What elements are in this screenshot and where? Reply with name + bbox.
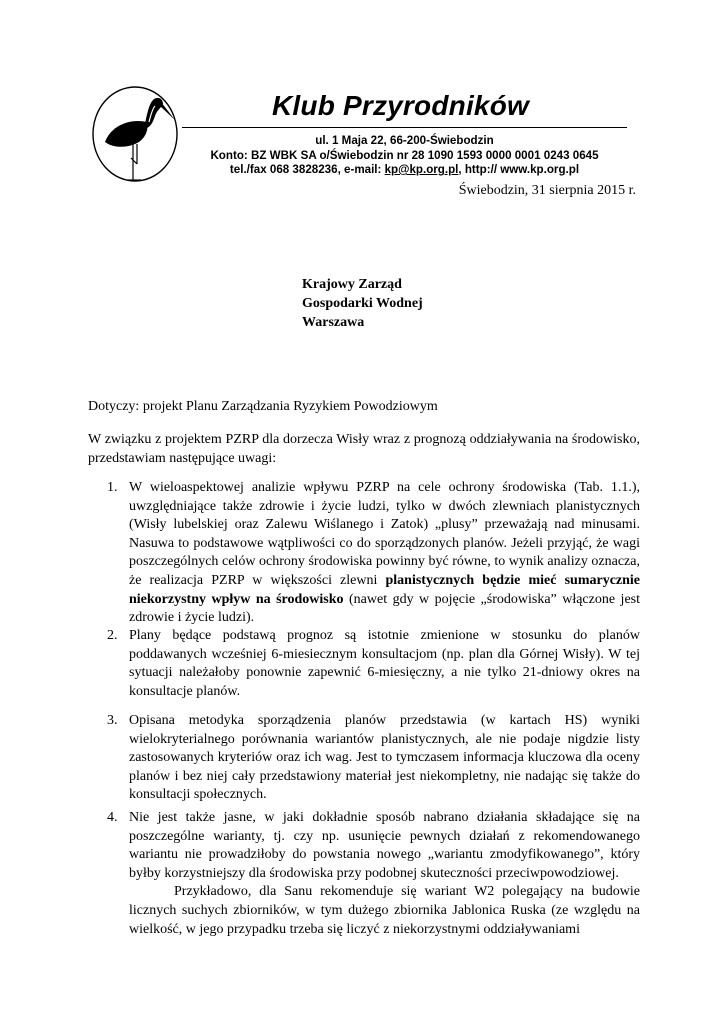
item-body <box>129 479 640 628</box>
email-link[interactable]: kp@kp.org.pl <box>384 163 459 176</box>
bank-account: Konto: BZ WBK SA o/Świebodzin nr 28 1090 1593 0000 0001 0243 0645 <box>210 149 599 162</box>
item-body <box>129 712 640 805</box>
letter-intro: W związku z projektem PZRP dla dorzecza Wisły wraz z prognozą oddziaływania na środowisko, przedstawiam następujące uwagi: <box>88 432 640 466</box>
organization-address: ul. 1 Maja 22, 66-200-Świebodzin <box>315 134 494 147</box>
contact-prefix: tel./fax 068 3828236, e-mail: <box>229 163 385 176</box>
list-item <box>88 712 640 805</box>
item-body <box>129 627 640 701</box>
item-number: 1. <box>107 480 118 495</box>
item-body <box>129 809 640 939</box>
recipient-line: Warszawa <box>302 315 365 330</box>
letter-date: Świebodzin, 31 sierpnia 2015 r. <box>458 183 636 198</box>
recipient-block <box>302 275 423 332</box>
item-text-bold: planistycznych będzie mieć sumarycznie niekorzystny wpływ na środowisko <box>129 572 641 607</box>
stork-icon <box>91 86 181 186</box>
list-item <box>88 479 640 628</box>
item-text: (nawet gdy w pojęcie „środowiska” włączone jest zdrowie i życie ludzi). <box>129 591 640 626</box>
item-text: W wieloaspektowej analizie wpływu PZRP na cele ochrony środowiska (Tab. 1.1.), uwzględniające także zdrowie i życie ludzi, tylko w dwóch zlewniach planistycznych (Wisły lubelskiej oraz Zalewu Wiślanego i Zatok) „plusy” przeważają nad minusami. Nasuwa to podstawowe wątpliwości co do sporządzonych planów. Jeżeli przyjąć, że wagi poszczególnych celów ochrony środowiska powinny być równe, to wynik analizy oznacza, że realizacja PZRP w większości zlewni <box>129 480 640 588</box>
item-text: Plany będące podstawą prognoz są istotnie zmienione w stosunku do planów poddawanych wcześniej 6-miesiecznym konsultacjom (np. plan dla Górnej Wisły). W tej sytuacji należałoby ponownie zapewnić 6-miesięczny, a nie tylko 21-dniowy okres na konsultacje planów. <box>129 628 640 699</box>
recipient-line: Gospodarki Wodnej <box>302 296 423 311</box>
item-text: Nie jest także jasne, w jaki dokładnie sposób nabrano działania składające się na poszczególne warianty, tj. czy np. usunięcie pewnych działań z rekomendowanego wariantu nie prowadziłoby do powstania nowego „wariantu zmodyfikowanego”, który byłby korzystniejszy dla środowiska przy podobnej skuteczności przeciwpowodziowej. <box>129 810 640 881</box>
contact-line <box>182 163 627 176</box>
item-text: Opisana metodyka sporządzenia planów przedstawia (w kartach HS) wyniki wielokryterialnego porównania wariantów planistycznych, ale nie podaje nigdzie listy zastosowanych kryteriów oraz ich wag. Jest to tymczasem informacja kluczowa dla oceny planów i bez niej cały przedstawiony materiał jest niekompletny, nie nadając się także do konsultacji społecznych. <box>129 713 640 803</box>
item-text-continued: Przykładowo, dla Sanu rekomenduje się wariant W2 polegający na budowie licznych suchych zbiorników, w tym dużego zbiornika Jablonica Ruska (ze względu na wielkość, w jego przypadku trzeba się liczyć z niekorzystnymi oddziaływaniami <box>129 884 640 937</box>
header-divider <box>182 127 627 128</box>
item-number: 4. <box>107 810 118 825</box>
item-number: 2. <box>107 628 118 643</box>
contact-suffix: , http:// www.kp.org.pl <box>458 163 580 176</box>
list-item <box>88 809 640 939</box>
recipient-line: Krajowy Zarząd <box>302 277 402 292</box>
organization-name: Klub Przyrodników <box>272 90 529 121</box>
item-number: 3. <box>107 713 118 728</box>
list-item <box>88 627 640 701</box>
letter-subject: Dotyczy: projekt Planu Zarządzania Ryzykiem Powodziowym <box>88 399 438 414</box>
